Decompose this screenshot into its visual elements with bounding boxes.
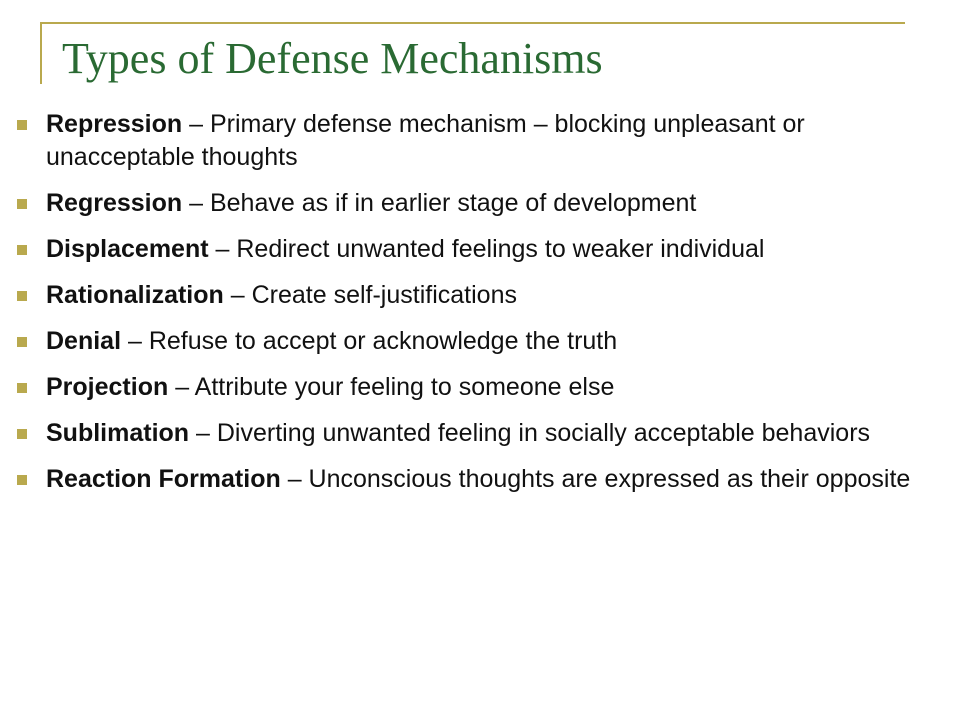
bullet-term: Denial (46, 327, 122, 355)
square-bullet-icon (17, 245, 27, 255)
square-bullet-icon (17, 475, 27, 485)
bullet-text (46, 233, 950, 266)
bullet-text (46, 371, 950, 404)
square-bullet-icon (17, 120, 27, 130)
bullet-description: – Diverting unwanted feeling in socially acceptable behaviors (189, 419, 871, 447)
bullet-item-displacement (15, 233, 950, 266)
title-frame-left-line (40, 22, 42, 84)
bullet-item-rationalization (15, 279, 950, 312)
square-bullet-icon (17, 291, 27, 301)
square-bullet-icon (17, 383, 27, 393)
bullet-list (15, 108, 950, 509)
bullet-term: Projection (46, 373, 169, 401)
bullet-description: – Unconscious thoughts are expressed as their opposite (280, 465, 911, 493)
bullet-item-reaction-formation (15, 463, 950, 496)
bullet-term: Repression (46, 110, 183, 138)
bullet-term: Sublimation (46, 419, 190, 447)
title-frame-top-line (40, 22, 905, 24)
bullet-item-regression (15, 187, 950, 220)
bullet-text (46, 187, 950, 220)
bullet-description: – Create self-justifications (223, 281, 517, 309)
bullet-description: – Attribute your feeling to someone else (168, 373, 615, 401)
bullet-term: Rationalization (46, 281, 224, 309)
bullet-text (46, 279, 950, 312)
bullet-description: – Refuse to accept or acknowledge the truth (121, 327, 618, 355)
bullet-item-denial (15, 325, 950, 358)
slide-title: Types of Defense Mechanisms (62, 34, 603, 83)
bullet-term: Reaction Formation (46, 465, 281, 493)
bullet-description: – Primary defense mechanism – blocking unpleasant or unacceptable thoughts (46, 110, 805, 171)
bullet-description: – Behave as if in earlier stage of development (182, 189, 697, 217)
bullet-term: Regression (46, 189, 183, 217)
bullet-item-repression (15, 108, 950, 174)
square-bullet-icon (17, 337, 27, 347)
bullet-text (46, 417, 950, 450)
bullet-text (46, 325, 950, 358)
square-bullet-icon (17, 199, 27, 209)
bullet-term: Displacement (46, 235, 209, 263)
bullet-description: – Redirect unwanted feelings to weaker individual (208, 235, 765, 263)
bullet-item-sublimation (15, 417, 950, 450)
bullet-text (46, 463, 950, 496)
square-bullet-icon (17, 429, 27, 439)
bullet-item-projection (15, 371, 950, 404)
bullet-text (46, 108, 950, 174)
